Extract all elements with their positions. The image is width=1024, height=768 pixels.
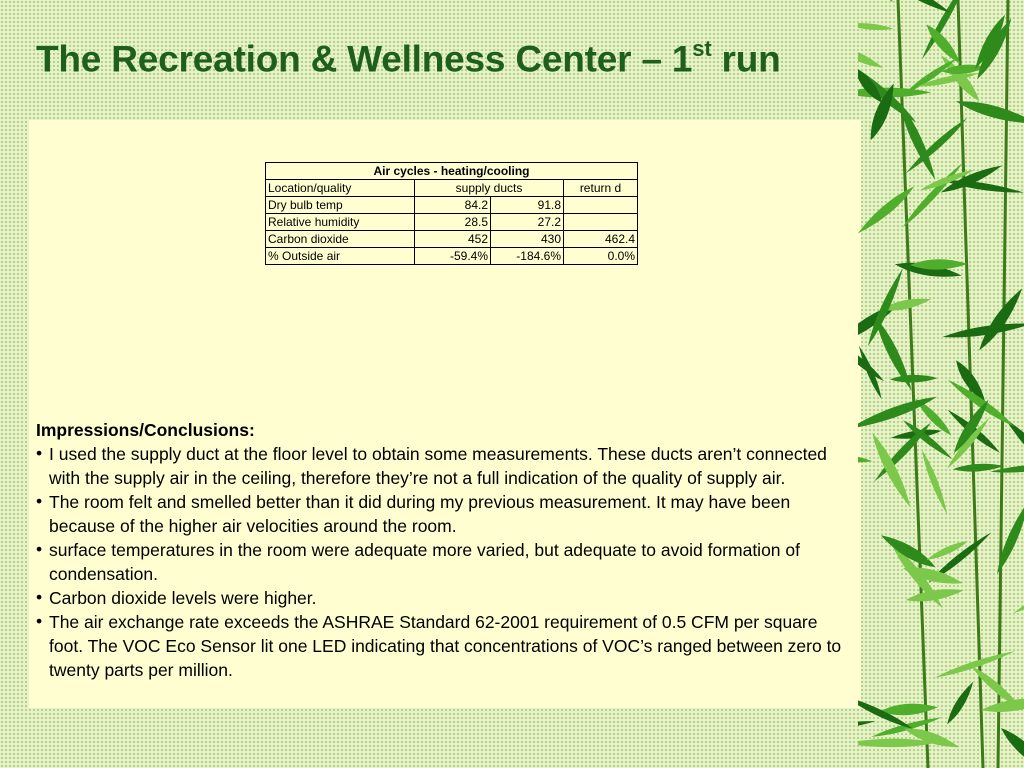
table-row [266,248,638,265]
air-cycles-table [265,162,638,265]
bullet-icon: • [36,611,43,631]
bamboo-leaf [973,16,1016,82]
bamboo-leaf [890,374,938,383]
table-cell: Dry bulb temp [266,197,415,214]
list-item-text: The air exchange rate exceeds the ASHRAE Standard 62-2001 requirement of 0.5 CFM per square foot. The VOC Eco Sensor lit one LED indicating that concentrations of VOC’s ranged between zero to twenty parts per million. [49,612,842,680]
table-cell: -59.4% [415,248,491,265]
bamboo-leaf [1011,565,1024,616]
bamboo-leaf [954,96,1024,130]
conclusions-heading: Impressions/Conclusions: [36,420,255,440]
bamboo-leaf [934,648,1016,681]
table-header-cell: supply ducts [415,180,564,197]
slide-title [36,38,781,80]
list-item-text: I used the supply duct at the floor level to obtain some measurements. These ducts aren’t connected with the supply air in the ceiling, therefore they’re not a full indication of the quality of supply air. [49,444,827,488]
bamboo-leaf [975,285,1024,354]
list-item [36,490,856,538]
content-panel [29,120,861,708]
bamboo-leaf [858,21,894,32]
list-item-text: surface temperatures in the room were adequate more varied, but adequate to avoid formation of condensation. [49,540,800,584]
list-item-text: Carbon dioxide levels were higher. [49,588,317,608]
table-cell: % Outside air [266,248,415,265]
bamboo-leaf [858,344,884,400]
table-row [266,214,638,231]
bamboo-leaf [993,499,1024,576]
list-item-text: The room felt and smelled better than it did during my previous measurement. It may have been because of the higher air velocities around the room. [49,492,791,536]
slide-title-end: run [711,38,781,80]
table-cell: 28.5 [415,214,491,231]
conclusions-list [36,442,856,682]
table-title-row [266,163,638,180]
bamboo-leaf [905,585,965,604]
bullet-icon: • [36,539,43,559]
table-cell: Relative humidity [266,214,415,231]
table-title: Air cycles - heating/cooling [266,163,638,180]
table-cell: 452 [415,231,491,248]
list-item [36,586,856,610]
bamboo-decoration [858,0,1024,768]
bamboo-leaf [903,56,959,97]
list-item [36,538,856,586]
table-header-cell: return d [564,180,638,197]
list-item [36,610,856,682]
table-cell [564,197,638,214]
bamboo-leaf [901,417,955,462]
table-header-cell: Location/quality [266,180,415,197]
table-cell: 84.2 [415,197,491,214]
table-row [266,197,638,214]
bullet-icon: • [36,491,43,511]
list-item [36,442,856,490]
table-cell: Carbon dioxide [266,231,415,248]
bamboo-leaf [858,39,885,72]
table-cell: 462.4 [564,231,638,248]
table-cell: 91.8 [491,197,564,214]
bamboo-leaf [945,376,1016,429]
bamboo-leaf [1002,415,1024,493]
bamboo-leaf [919,449,950,516]
bamboo-leaf [944,680,977,727]
bullet-icon: • [36,587,43,607]
table-cell [564,214,638,231]
bamboo-leaf [942,319,1024,341]
table-cell: 27.2 [491,214,564,231]
bamboo-leaf [858,718,876,738]
table-cell: -184.6% [491,248,564,265]
bamboo-leaf [997,724,1024,768]
slide-title-superscript: st [692,36,712,61]
conclusions-block [36,418,856,682]
table-cell: 430 [491,231,564,248]
table-header-row [266,180,638,197]
bamboo-leaf [858,450,873,465]
bullet-icon: • [36,443,43,463]
table-row [266,231,638,248]
table-cell: 0.0% [564,248,638,265]
slide-title-main: The Recreation & Wellness Center – 1 [36,38,693,80]
bamboo-leaf [871,0,953,17]
bamboo-leaf [858,0,898,6]
